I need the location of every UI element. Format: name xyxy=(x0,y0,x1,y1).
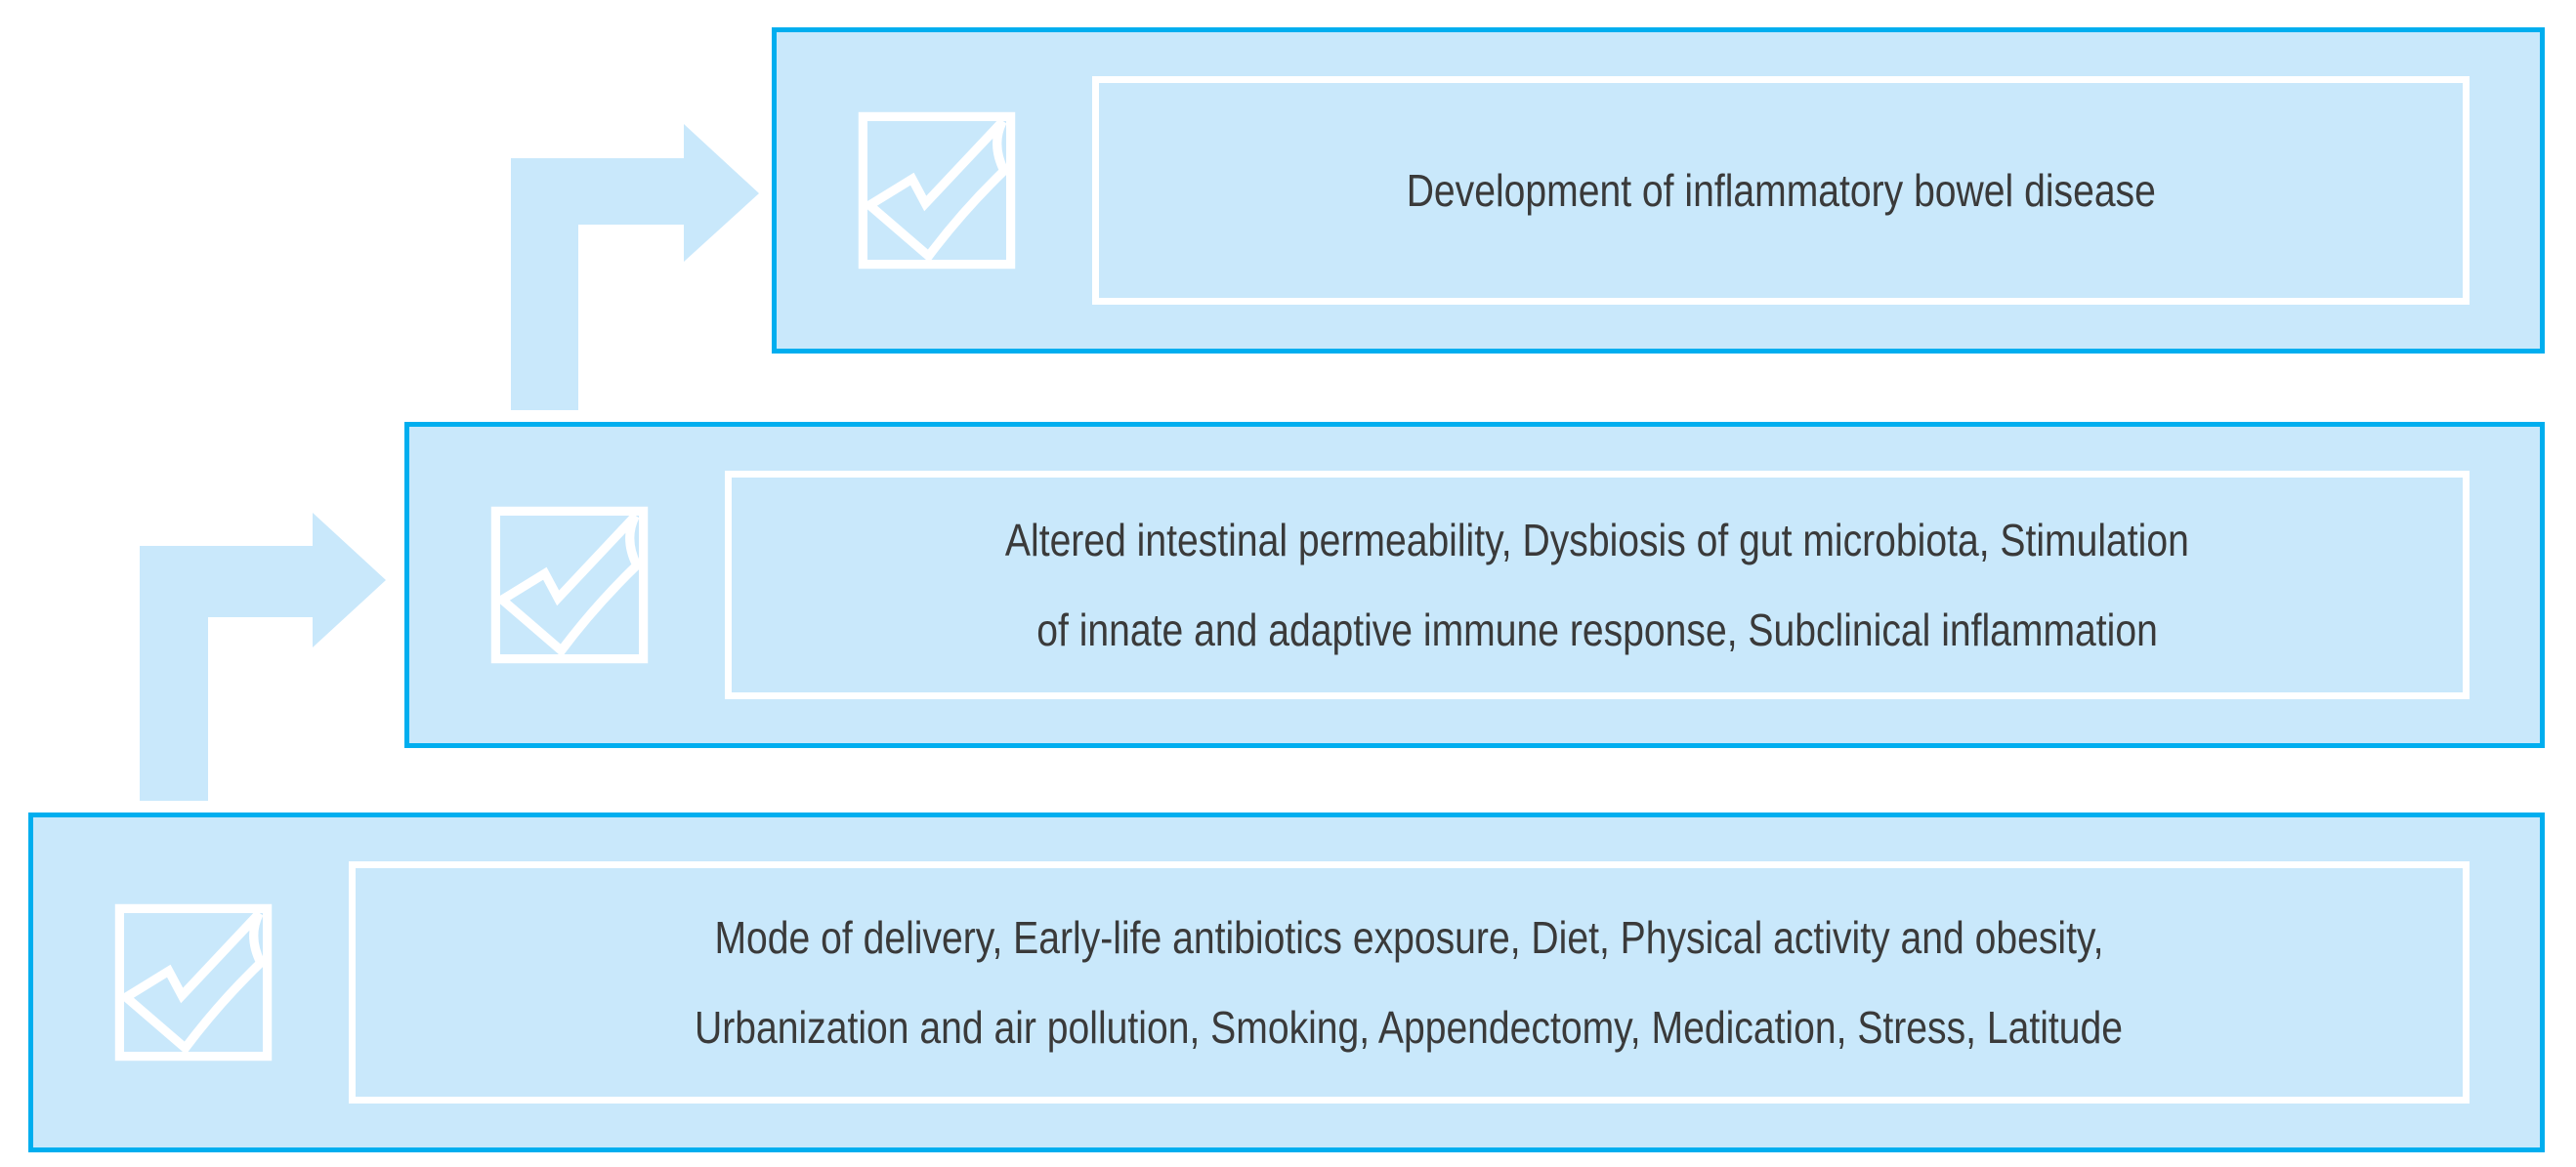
box-text-line: Altered intestinal permeability, Dysbiosis of gut microbiota, Stimulation xyxy=(1005,515,2189,565)
box-text-line: Mode of delivery, Early-life antibiotics exposure, Diet, Physical activity and obesity, xyxy=(714,912,2104,963)
box-mechanisms xyxy=(404,422,2545,748)
checked-checkbox-icon xyxy=(855,107,1019,273)
text-frame xyxy=(349,861,2470,1104)
box-risk-factors xyxy=(28,813,2545,1152)
box-text-line: Development of inflammatory bowel disease xyxy=(1406,165,2156,216)
box-outcome xyxy=(772,27,2545,354)
text-frame xyxy=(725,471,2470,699)
checked-checkbox-icon xyxy=(487,502,652,668)
arrow-risk-factors-to-mechanisms-icon xyxy=(140,513,386,801)
box-text-line: Urbanization and air pollution, Smoking, Appendectomy, Medication, Stress, Latitude xyxy=(695,1002,2124,1053)
arrow-mechanisms-to-outcome-icon xyxy=(511,124,759,410)
box-text-line: of innate and adaptive immune response, Subclinical inflammation xyxy=(1036,604,2158,655)
text-frame xyxy=(1092,76,2470,305)
checked-checkbox-icon xyxy=(111,899,275,1065)
